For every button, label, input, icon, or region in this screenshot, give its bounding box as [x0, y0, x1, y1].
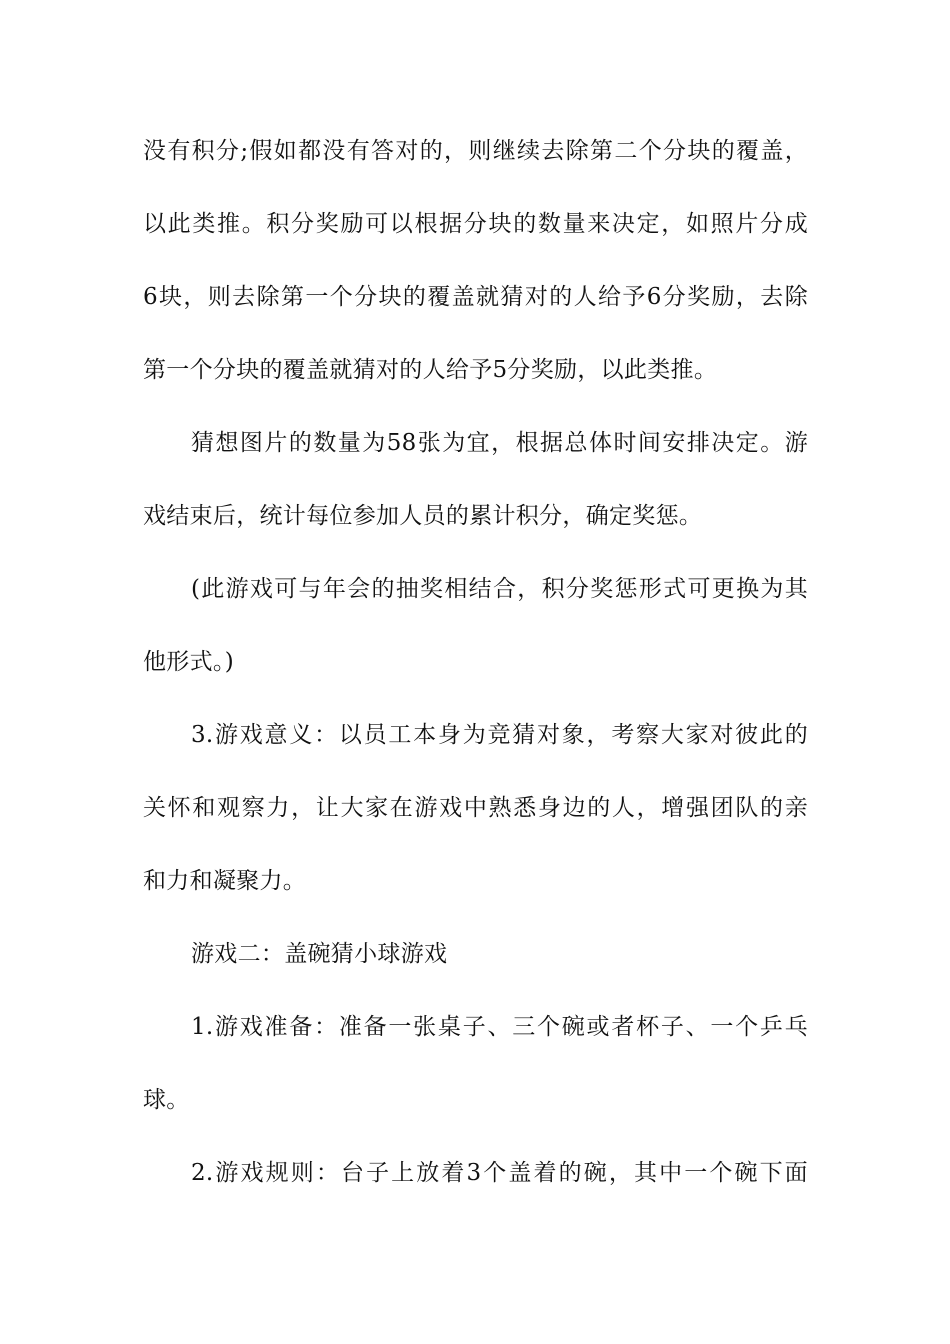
document-body: [143, 128, 808, 1223]
text-line-15: 2.游戏规则：台子上放着3个盖着的碗，其中一个碗下面: [191, 1160, 808, 1186]
text-line-2: 以此类推。积分奖励可以根据分块的数量来决定，如照片分成: [143, 211, 808, 237]
text-line-6: 戏结束后，统计每位参加人员的累计积分，确定奖惩。: [143, 503, 703, 529]
text-line-1: 没有积分;假如都没有答对的，则继续去除第二个分块的覆盖，: [143, 138, 808, 164]
section-heading: 游戏二：盖碗猜小球游戏: [191, 941, 448, 967]
text-line-14: 球。: [143, 1087, 190, 1113]
text-line-8: 他形式。): [143, 649, 234, 675]
text-line-5: 猜想图片的数量为58张为宜，根据总体时间安排决定。游: [191, 430, 808, 456]
text-line-4: 第一个分块的覆盖就猜对的人给予5分奖励，以此类推。: [143, 357, 718, 383]
text-line-3: 6块，则去除第一个分块的覆盖就猜对的人给予6分奖励，去除: [143, 284, 808, 310]
text-line-10: 关怀和观察力，让大家在游戏中熟悉身边的人，增强团队的亲: [143, 795, 808, 821]
text-line-13: 1.游戏准备：准备一张桌子、三个碗或者杯子、一个乒乓: [191, 1014, 808, 1040]
text-line-11: 和力和凝聚力。: [143, 868, 307, 894]
text-line-7: (此游戏可与年会的抽奖相结合，积分奖惩形式可更换为其: [191, 576, 808, 602]
text-line-9: 3.游戏意义：以员工本身为竞猜对象，考察大家对彼此的: [191, 722, 808, 748]
